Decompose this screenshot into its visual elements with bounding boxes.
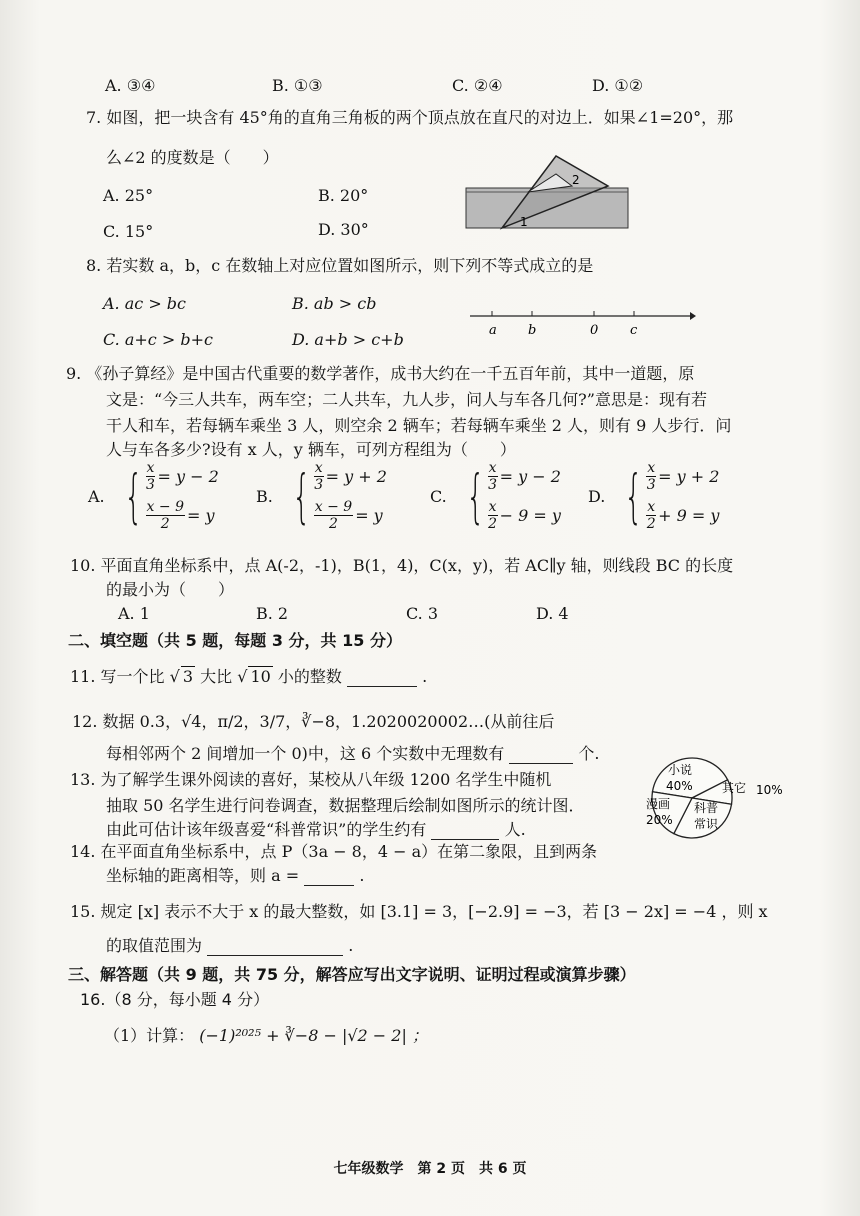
numerator: x − 9 — [146, 499, 184, 515]
q14-line2 — [106, 866, 364, 886]
q12-line1: 12. 数据 0.3，√4，π/2，3/7，∛−8，1.2020020002…(从前往后 — [72, 712, 555, 731]
q11-mid: 大比 — [200, 667, 233, 686]
axis-label-c: c — [630, 323, 638, 338]
q9-option-label: A. — [88, 486, 105, 506]
fraction — [146, 499, 185, 532]
denominator: 2 — [329, 516, 338, 532]
q9-option-label: C. — [430, 486, 447, 506]
q9-option-label: D. — [588, 486, 606, 506]
q10-option-d: D. 4 — [536, 604, 569, 623]
equation-1 — [146, 460, 219, 493]
q7-stem-line1: 7. 如图，把一块含有 45°角的直角三角板的两个顶点放在直尺的对边上．如果∠1=20°，那 — [86, 108, 734, 127]
equation-1 — [314, 460, 387, 493]
q7-stem-line2: 么∠2 的度数是（ ） — [106, 148, 279, 167]
q8-number-line — [466, 302, 698, 342]
denominator: 2 — [160, 516, 170, 532]
axis-label-a: a — [489, 323, 497, 338]
equation-rhs: + 9 = y — [658, 506, 720, 525]
q15-line1: 15. 规定 [x] 表示不大于 x 的最大整数，如 [3.1] = 3，[−2.9] = −3，若 [3 − 2x] = −4 ，则 x — [70, 902, 768, 921]
angle-2-label: 2 — [572, 173, 580, 187]
numerator: x — [647, 499, 656, 515]
q13-line3-end: 人. — [504, 820, 526, 839]
denominator: 3 — [646, 477, 656, 493]
q9-option-c — [430, 460, 561, 532]
equation-1 — [646, 460, 719, 493]
q11-post: 小的整数 — [277, 667, 342, 686]
q8-option-d: D. a+b > c+b — [292, 330, 404, 349]
brace: { — [123, 462, 143, 530]
q11-end: . — [422, 667, 428, 686]
q15-line2-end: . — [348, 936, 354, 955]
q10-option-a: A. 1 — [118, 604, 150, 623]
q9-option-b — [256, 460, 387, 532]
numerator: x — [146, 460, 155, 476]
q6-option-d: D. ①② — [592, 76, 644, 95]
pie-label-manhua-pct: 20% — [646, 813, 673, 827]
equation-system — [146, 460, 219, 532]
q9-option-label: B. — [256, 486, 273, 506]
denominator: 2 — [646, 516, 656, 532]
q8-option-a: A. ac > bc — [103, 294, 187, 313]
q6-option-a: A. ③④ — [105, 76, 156, 95]
q13-line3-text: 由此可估计该年级喜爱“科普常识”的学生约有 — [106, 820, 427, 839]
q12-line2-end: 个. — [578, 744, 600, 763]
q11-sqrt3: √ 3 — [169, 667, 194, 686]
equation-rhs: = y — [186, 506, 215, 525]
fraction — [488, 460, 498, 493]
equation-2 — [314, 499, 387, 532]
numerator: x — [488, 460, 497, 476]
denominator: 3 — [488, 477, 498, 493]
denominator: 3 — [314, 477, 324, 493]
q16-part1-label: （1）计算： — [104, 1026, 195, 1045]
equation-rhs: = y − 2 — [499, 467, 561, 486]
axis-label-0: 0 — [590, 323, 599, 338]
q9-option-a — [88, 460, 219, 532]
q11-pre: 11. 写一个比 — [70, 667, 165, 686]
q16-part1-expression: (−1)²⁰²⁵ + ∛−8 − |√2 − 2| ； — [199, 1026, 428, 1045]
fraction — [646, 499, 656, 532]
q11-sqrt10: √ 10 — [237, 667, 271, 686]
q15-line2 — [106, 936, 353, 956]
q14-answer-blank[interactable] — [304, 885, 354, 886]
q7-option-b: B. 20° — [318, 186, 369, 205]
denominator: 3 — [146, 477, 155, 493]
equation-system — [314, 460, 387, 532]
pie-label-xiaoshuo-pct: 40% — [666, 779, 693, 793]
brace: { — [465, 462, 485, 530]
equation-system — [646, 460, 719, 532]
q9-line2: 文是：“今三人共车，两车空；二人共车，九人步，问人与车各几何?”意思是：现有若 — [106, 390, 707, 409]
q13-pie-chart — [630, 748, 790, 848]
equation-rhs: − 9 = y — [499, 506, 561, 525]
numerator: x — [647, 460, 656, 476]
equation-2 — [646, 499, 719, 532]
q11-answer-blank[interactable] — [347, 686, 417, 687]
q13-line2: 抽取 50 名学生进行问卷调查，数据整理后绘制如图所示的统计图． — [106, 796, 585, 815]
q8-stem: 8. 若实数 a，b，c 在数轴上对应位置如图所示，则下列不等式成立的是 — [86, 256, 594, 275]
q9-line3: 干人和车，若每辆车乘坐 3 人，则空余 2 辆车；若每辆车乘坐 2 人，则有 9 人步行．问 — [106, 416, 732, 435]
pie-label-xiaoshuo: 小说 — [668, 763, 693, 777]
q10-line2: 的最小为（ ） — [106, 580, 235, 599]
numerator: x — [314, 460, 323, 476]
q8-option-c: C. a+c > b+c — [103, 330, 213, 349]
q12-line2 — [106, 744, 600, 764]
q9-option-d — [588, 460, 719, 532]
q13-line3 — [106, 820, 526, 840]
q7-option-c: C. 15° — [103, 222, 154, 241]
equation-system — [488, 460, 561, 532]
q15-line2-text: 的取值范围为 — [106, 936, 203, 955]
q7-option-d: D. 30° — [318, 220, 369, 239]
q15-answer-blank[interactable] — [207, 955, 343, 956]
brace: { — [292, 462, 311, 530]
q13-answer-blank[interactable] — [431, 839, 499, 840]
fraction — [314, 499, 353, 532]
angle-1-label: 1 — [520, 215, 528, 229]
numerator: x − 9 — [314, 499, 353, 515]
numerator: x — [488, 499, 497, 515]
pie-label-qita-pct: 10% — [756, 783, 783, 797]
section-3-heading: 三、解答题（共 9 题，共 75 分，解答应写出文字说明、证明过程或演算步骤） — [68, 965, 636, 984]
q7-ruler-triangle-figure — [462, 152, 632, 232]
pie-label-kepu-2: 常识 — [694, 817, 719, 831]
equation-rhs: = y − 2 — [157, 467, 219, 486]
q14-line2-text: 坐标轴的距离相等，则 a = — [106, 866, 300, 885]
q10-option-c: C. 3 — [406, 604, 439, 623]
equation-rhs: = y + 2 — [325, 467, 387, 486]
pie-label-kepu-1: 科普 — [694, 801, 719, 815]
section-2-heading: 二、填空题（共 5 题，每题 3 分，共 15 分） — [68, 631, 402, 650]
q13-line1: 13. 为了解学生课外阅读的喜好，某校从八年级 1200 名学生中随机 — [70, 770, 552, 789]
q12-line2-text: 每相邻两个 2 间增加一个 0)中，这 6 个实数中无理数有 — [106, 744, 505, 763]
page-footer: 七年级数学 第 2 页 共 6 页 — [333, 1161, 527, 1177]
q10-line1: 10. 平面直角坐标系中，点 A(-2，-1)，B(1，4)，C(x，y)，若 AC∥y 轴，则线段 BC 的长度 — [70, 556, 734, 575]
fraction — [488, 499, 498, 532]
q6-option-b: B. ①③ — [272, 76, 323, 95]
fraction — [146, 460, 156, 493]
equation-2 — [488, 499, 561, 532]
q14-line1: 14. 在平面直角坐标系中，点 P（3a − 8，4 − a）在第二象限，且到两条 — [70, 842, 598, 861]
fraction — [314, 460, 324, 493]
q6-option-c: C. ②④ — [452, 76, 503, 95]
denominator: 2 — [488, 516, 498, 532]
q16-heading: 16.（8 分，每小题 4 分） — [80, 990, 270, 1009]
pie-label-qita: 其它 — [722, 781, 747, 795]
pie-label-manhua: 漫画 — [646, 797, 671, 811]
q8-option-b: B. ab > cb — [292, 294, 377, 313]
brace: { — [624, 462, 644, 530]
equation-2 — [146, 499, 219, 532]
equation-rhs: = y — [355, 506, 383, 525]
q16-part1 — [104, 1026, 428, 1046]
q9-line1: 9. 《孙子算经》是中国古代重要的数学著作，成书大约在一千五百年前，其中一道题，原 — [66, 364, 695, 383]
axis-label-b: b — [528, 323, 537, 338]
q11-line — [70, 666, 427, 687]
q9-line4: 人与车各多少?设有 x 人，y 辆车，可列方程组为（ ） — [106, 440, 516, 459]
q14-line2-end: . — [359, 866, 365, 885]
fraction — [646, 460, 656, 493]
equation-rhs: = y + 2 — [658, 467, 720, 486]
equation-1 — [488, 460, 561, 493]
q10-option-b: B. 2 — [256, 604, 289, 623]
q7-option-a: A. 25° — [103, 186, 154, 205]
q12-answer-blank[interactable] — [509, 763, 573, 764]
